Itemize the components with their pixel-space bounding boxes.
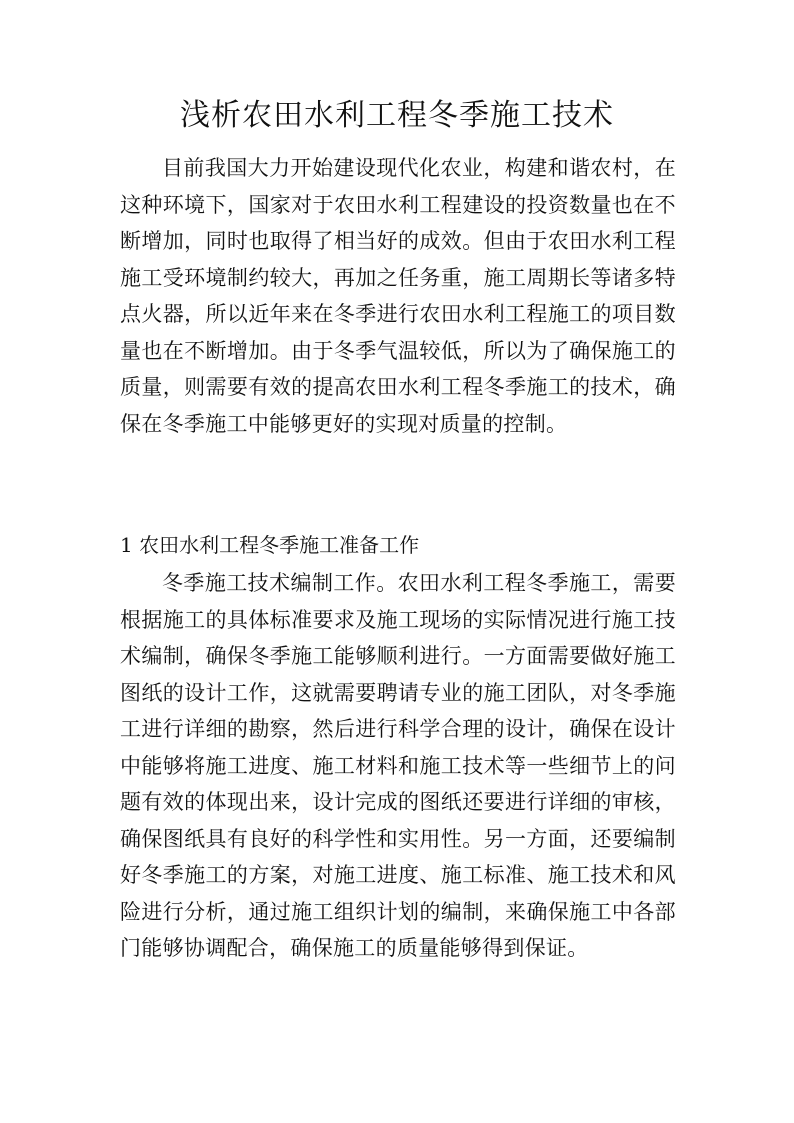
- section-1-paragraph: 冬季施工技术编制工作。农田水利工程冬季施工，需要根据施工的具体标准要求及施工现场的实际情况进行施工技术编制，确保冬季施工能够顺利进行。一方面需要做好施工图纸的设计工作，这就需要聘请专业的施工团队，对冬季施工进行详细的勘察，然后进行科学合理的设计，确保在设计中能够将施工进度、施工材料和施工技术等一些细节上的问题有效的体现出来，设计完成的图纸还要进行详细的审核，确保图纸具有良好的科学性和实用性。另一方面，还要编制好冬季施工的方案，对施工进度、施工标准、施工技术和风险进行分析，通过施工组织计划的编制，来确保施工中各部门能够协调配合，确保施工的质量能够得到保证。: [120, 571, 676, 960]
- section-1-heading: 1 农田水利工程冬季施工准备工作: [120, 533, 420, 557]
- intro-paragraph: 目前我国大力开始建设现代化农业，构建和谐农村，在这种环境下，国家对于农田水利工程建设的投资数量也在不断增加，同时也取得了相当好的成效。但由于农田水利工程施工受环境制约较大，再加之任务重，施工周期长等诸多特点火器，所以近年来在冬季进行农田水利工程施工的项目数量也在不断增加。由于冬季气温较低，所以为了确保施工的质量，则需要有效的提高农田水利工程冬季施工的技术，确保在冬季施工中能够更好的实现对质量的控制。: [120, 156, 676, 436]
- document-title: 浅析农田水利工程冬季施工技术: [180, 98, 614, 133]
